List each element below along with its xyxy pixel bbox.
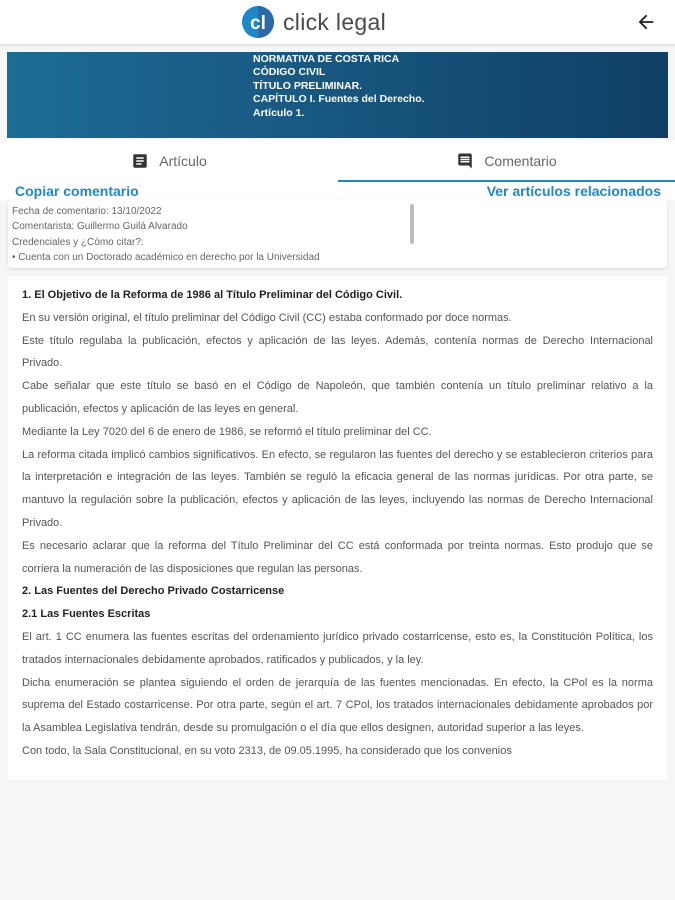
body-paragraph: El art. 1 CC enumera las fuentes escritas del ordenamiento jurídico privado costarricense, esto es, la Constitución Política, los tratados internacionales debidamente aprobados, ratificados y publicados, y la ley. <box>22 630 653 666</box>
meta-scrollbar[interactable] <box>410 204 414 244</box>
brand-name: click legal <box>283 8 387 35</box>
body-paragraph: En su versión original, el título preliminar del Código Civil (CC) estaba conformado por doce normas. <box>22 311 512 324</box>
body-paragraph: Este título regulaba la publicación, efectos y aplicación de las leyes. Además, contenía normas de Derecho Internacional Privado. <box>22 334 653 370</box>
app-header <box>0 0 675 45</box>
comment-content[interactable] <box>8 276 667 780</box>
banner-line-code: CÓDIGO CIVIL <box>253 66 326 79</box>
comment-icon <box>456 152 474 170</box>
app-logo <box>241 5 386 39</box>
tab-comment[interactable] <box>338 140 675 182</box>
action-links <box>0 182 675 200</box>
comment-author: Comentarista: Guillermo Guilá Alvarado <box>12 221 188 233</box>
comment-date: Fecha de comentario: 13/10/2022 <box>12 206 162 217</box>
logo-mark-icon <box>241 5 275 39</box>
body-paragraph: La reforma citada implicó cambios significativos. En efecto, se regularon las fuentes del derecho y se establecieron criterios para la interpretación e integración de las leyes. También se reguló la eficacia general de las normas jurídicas. Por otra parte, se mantuvo la regulación sobre la publicación, efectos y aplicación de las leyes, incluyendo las normas de Derecho Internacional Privado. <box>22 448 653 529</box>
article-breadcrumb <box>253 53 425 120</box>
copy-comment-link[interactable]: Copiar comentario <box>15 183 139 199</box>
section-heading: 1. El Objetivo de la Reforma de 1986 al Título Preliminar del Código Civil. <box>22 289 403 301</box>
article-icon <box>131 152 149 170</box>
tab-article[interactable] <box>0 140 338 182</box>
logo-mark-text: cl <box>250 13 266 34</box>
tab-bar <box>0 140 675 182</box>
body-paragraph: Dicha enumeración se plantea siguiendo el orden de jerarquía de las fuentes mencionadas. En efecto, la CPol es la norma suprema del Estado costarricense. Por otra parte, según el art. 7 CPol, los tratados internacionales debidamente aprobados por la Asamblea Legislativa tendrán, desde su promulgación o el día que ellos designen, autoridad superior a las leyes. <box>22 676 653 735</box>
tab-article-label: Artículo <box>159 153 207 169</box>
related-articles-link[interactable]: Ver artículos relacionados <box>486 183 661 199</box>
section-heading: 2.1 Las Fuentes Escritas <box>22 608 151 621</box>
comment-credentials-label: Credenciales y ¿Cómo citar?: <box>12 236 144 248</box>
banner-line-country: NORMATIVA DE COSTA RICA <box>253 53 400 65</box>
tab-comment-label: Comentario <box>484 153 557 169</box>
body-paragraph: Mediante la Ley 7020 del 6 de enero de 1986, se reformó el título preliminar del CC. <box>22 425 432 438</box>
back-arrow-icon[interactable] <box>635 11 657 33</box>
body-paragraph: Cabe señalar que este título se basó en el Código de Napoleón, que también contenía un título preliminar relativo a la publicación, efectos y aplicación de las leyes en general. <box>22 380 653 415</box>
section-heading: 2. Las Fuentes del Derecho Privado Costarricense <box>22 585 285 598</box>
banner-line-title: TÍTULO PRELIMINAR. <box>253 79 363 92</box>
banner-line-chapter: CAPÍTULO I. Fuentes del Derecho. <box>253 93 425 106</box>
banner-line-article: Artículo 1. <box>253 106 305 119</box>
comment-meta-box[interactable] <box>8 200 667 268</box>
comment-credentials-item: • Cuenta con un Doctorado académico en derecho por la Universidad <box>12 251 320 263</box>
comment-body <box>8 276 667 763</box>
body-paragraph: Es necesario aclarar que la reforma del Título Preliminar del CC está conformada por treinta normas. Esto produjo que se corriera la numeración de las disposiciones que regulan las personas. <box>22 539 653 575</box>
body-paragraph: Con todo, la Sala Constitucional, en su voto 2313, de 09.05.1995, ha considerado que los convenios <box>22 744 512 757</box>
